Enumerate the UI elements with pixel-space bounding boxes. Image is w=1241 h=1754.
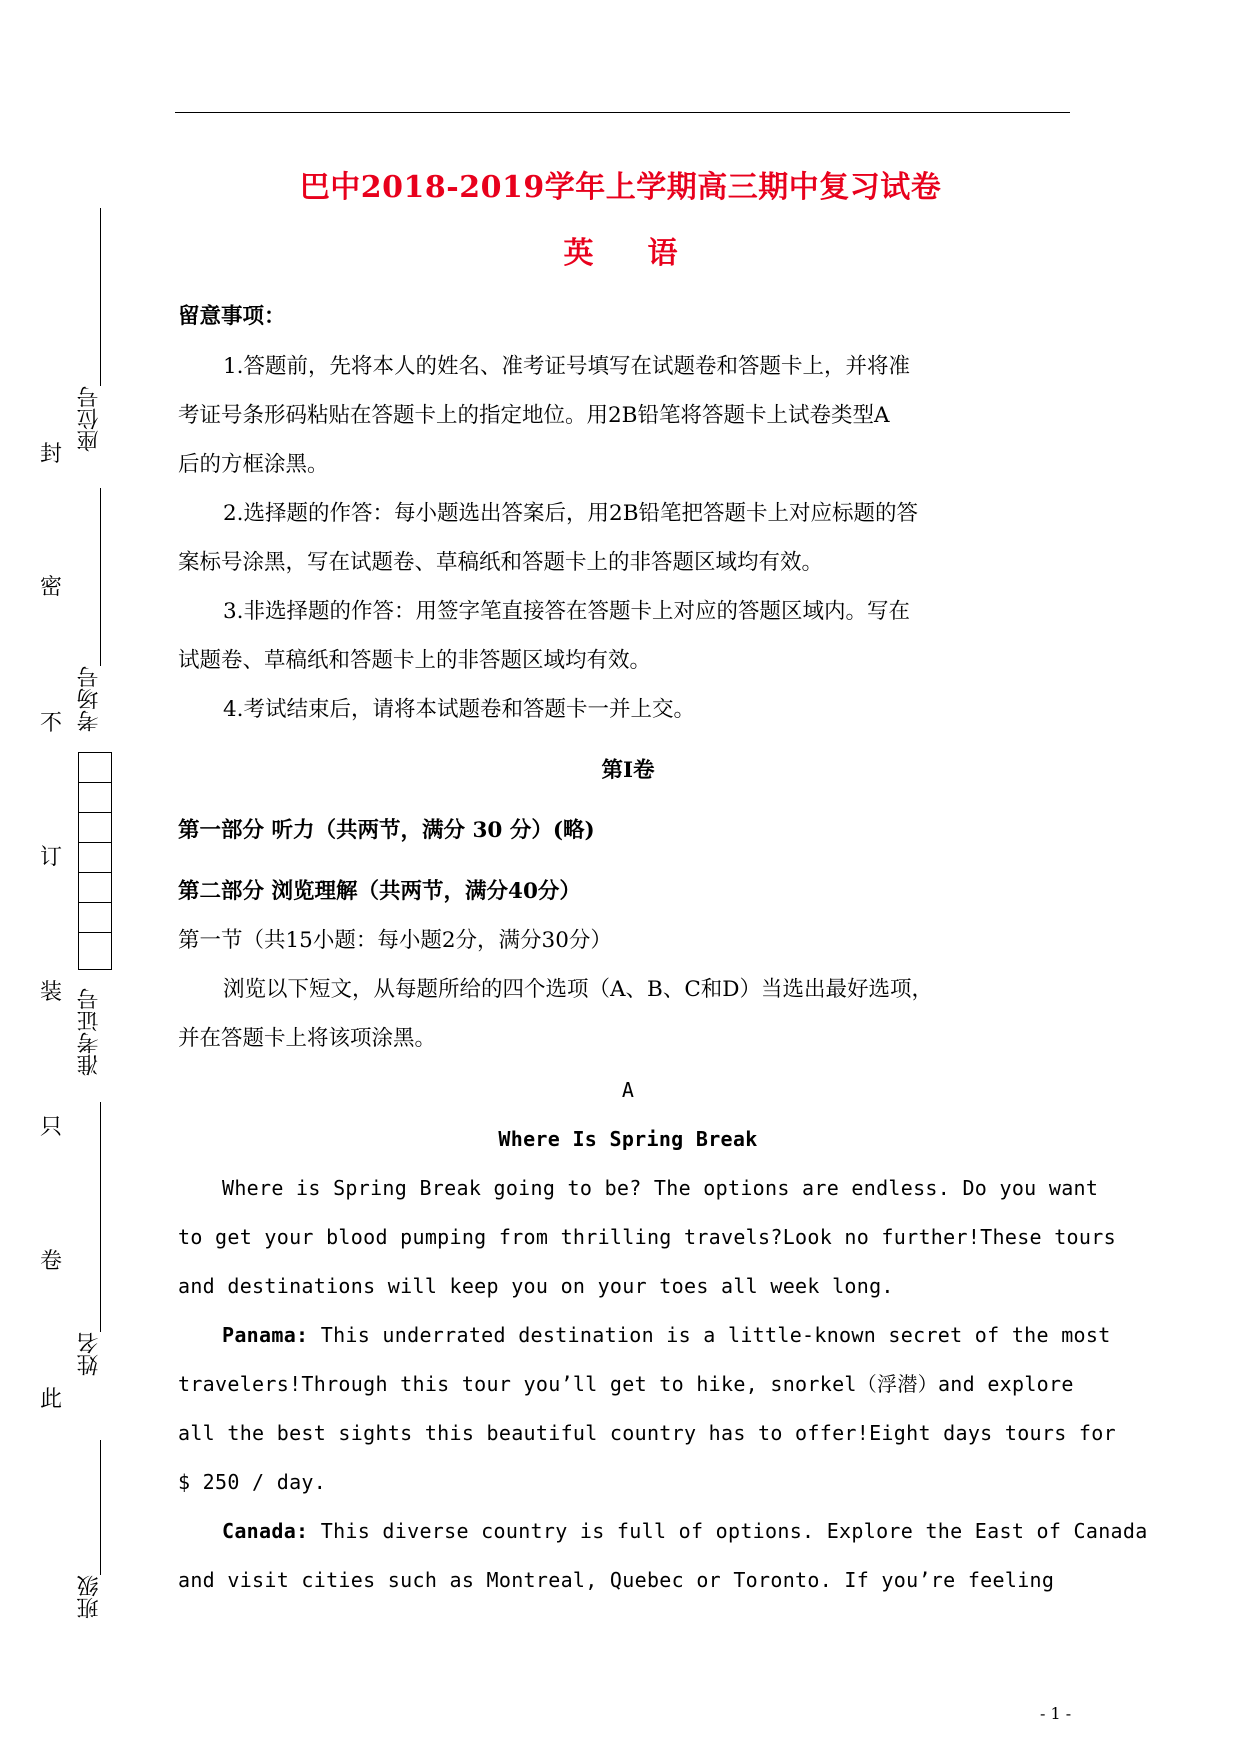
margin-char: 此: [40, 1387, 63, 1412]
notice-line: 1.答题前，先将本人的姓名、准考证号填写在试题卷和答题卡上，并将准: [223, 354, 911, 379]
margin-char: 密: [40, 575, 63, 600]
volume-heading: 第Ⅰ卷: [601, 758, 655, 783]
notice-heading: 留意事项：: [178, 304, 286, 329]
passage-title: Where Is Spring Break: [498, 1127, 758, 1151]
notice-line: 案标号涂黑，写在试题卷、草稿纸和答题卡上的非答题区域均有效。: [178, 550, 824, 575]
name-label: 姓名: [77, 1332, 102, 1376]
margin-char: 订: [40, 845, 63, 870]
canada-label: Canada:: [222, 1519, 309, 1543]
notice-line: 4.考试结束后，请将本试题卷和答题卡一并上交。: [223, 697, 696, 722]
margin-char: 装: [40, 980, 63, 1005]
part2-heading: 第二部分 浏览理解（共两节，满分40分）: [178, 879, 581, 904]
room-line: [100, 488, 101, 666]
subject-char-1: 英: [563, 236, 594, 271]
part1-heading: 第一部分 听力（共两节，满分 30 分）(略): [178, 818, 595, 843]
class-label: 班级: [77, 1575, 102, 1619]
header-rule: [175, 112, 1070, 113]
subject-title: [0, 228, 1241, 272]
margin-char: 卷: [40, 1249, 63, 1274]
passage-line: Where is Spring Break going to be? The options are endless. Do you want: [222, 1176, 1099, 1200]
passage-line: all the best sights this beautiful country has to offer!Eight days tours for: [178, 1421, 1116, 1445]
passage-line: [222, 1516, 1148, 1546]
panama-text: This underrated destination is a little-known secret of the most: [308, 1323, 1111, 1347]
notice-line: 3.非选择题的作答：用签字笔直接答在答题卡上对应的答题区域内。写在: [223, 599, 911, 624]
margin-char: 不: [40, 711, 63, 736]
class-line: [100, 1440, 101, 1575]
exam-title: 巴中2018-2019学年上学期高三期中复习试卷: [299, 170, 942, 205]
instruction-line: 浏览以下短文，从每题所给的四个选项（A、B、C和D）当选出最好选项，: [223, 977, 934, 1002]
instruction-line: 并在答题卡上将该项涂黑。: [178, 1026, 437, 1051]
margin-char: 封: [40, 442, 63, 467]
binding-margin: [0, 0, 160, 1754]
canada-text: This diverse country is full of options. Explore the East of Canada: [308, 1519, 1148, 1543]
seat-line: [100, 208, 101, 386]
panama-label: Panama:: [222, 1323, 309, 1347]
exam-room-label: 考场号: [77, 666, 102, 732]
passage-line: and destinations will keep you on your toes all week long.: [178, 1274, 894, 1298]
passage-line: [222, 1320, 1111, 1350]
name-line: [100, 1102, 101, 1332]
margin-char: 只: [40, 1115, 63, 1140]
passage-line: and visit cities such as Montreal, Quebec or Toronto. If you’re feeling: [178, 1568, 1055, 1592]
admission-number-label: 准考证号: [77, 988, 102, 1076]
page-number: - 1 -: [1040, 1704, 1072, 1723]
subject-char-2: 语: [647, 236, 678, 271]
id-boxes: [78, 752, 112, 970]
seat-number-label: 座位号: [77, 386, 102, 452]
passage-line: $ 250 / day.: [178, 1470, 327, 1494]
passage-line: travelers!Through this tour you’ll get to hike, snorkel（浮潜）and explore: [178, 1372, 1074, 1396]
passage-line: to get your blood pumping from thrilling travels?Look no further!These tours: [178, 1225, 1116, 1249]
notice-line: 考证号条形码粘贴在答题卡上的指定地位。用2B铅笔将答题卡上试卷类型A: [178, 403, 890, 428]
section1-heading: 第一节（共15小题：每小题2分，满分30分）: [178, 928, 612, 953]
notice-line: 试题卷、草稿纸和答题卡上的非答题区域均有效。: [178, 648, 652, 673]
notice-line: 后的方框涂黑。: [178, 452, 329, 477]
notice-line: 2.选择题的作答：每小题选出答案后，用2B铅笔把答题卡上对应标题的答: [223, 501, 918, 526]
passage-letter: A: [621, 1078, 635, 1102]
